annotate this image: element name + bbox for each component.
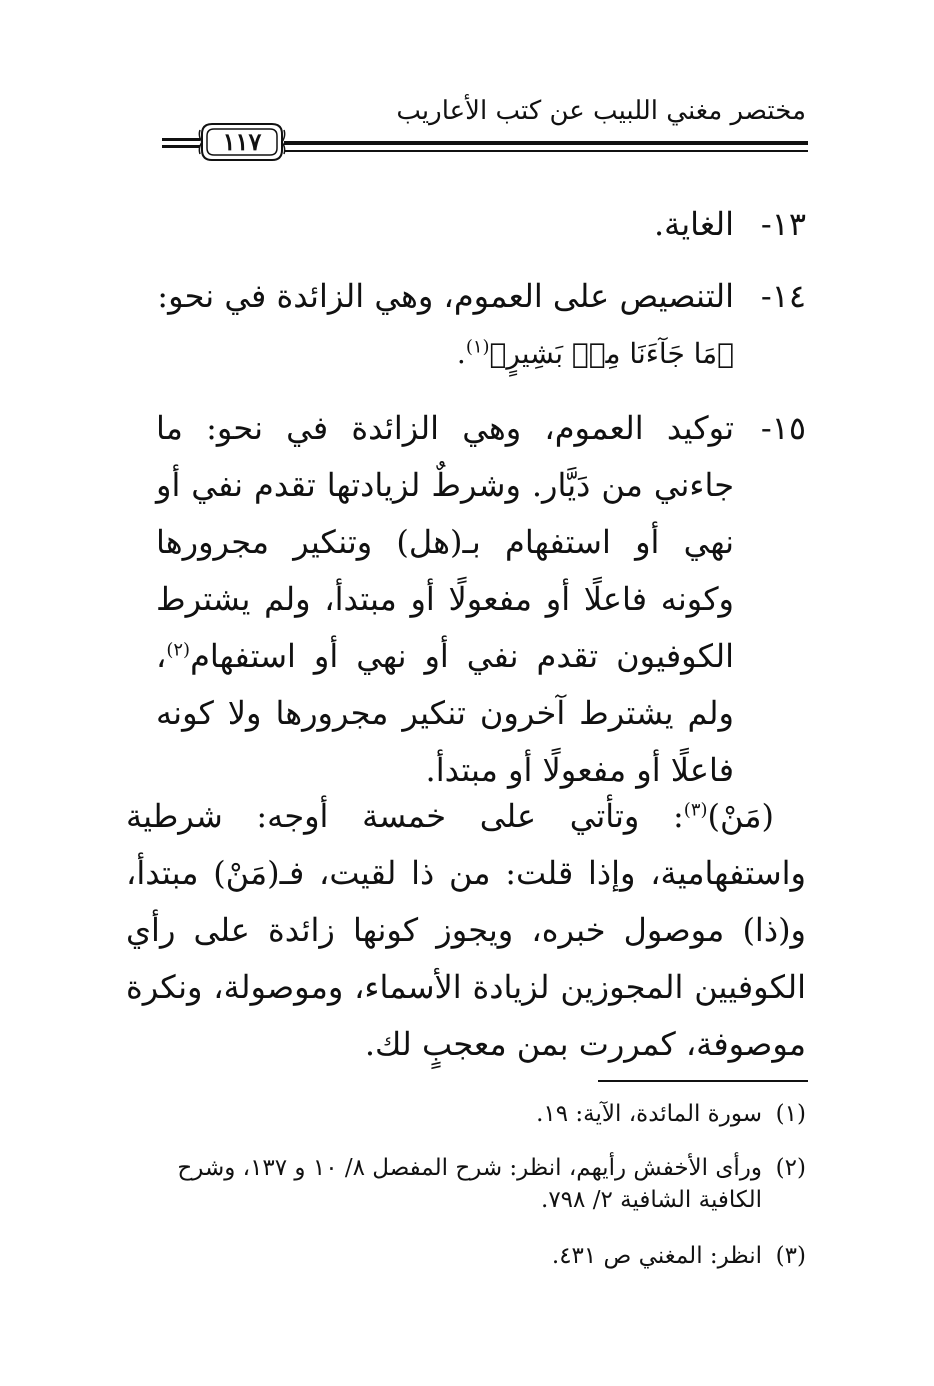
quran-text: ﴿مَا جَآءَنَا مِنۢ بَشِيرٍ﴾ [489, 337, 734, 370]
paragraph-text: : وتأتي على خمسة أوجه: شرطية واستفهامية، وإذا قلت: من ذا لقيت، فـ(مَنْ) مبتدأ، و(ذا) موصول خبره، ويجوز كونها زائدة على رأي الكوفيين المجوزين لزيادة الأسماء، وموصولة، ونكرة موصوفة، كمررت بمن معجبٍ لك. [126, 797, 806, 1063]
footnote-number: (٢) [775, 1155, 806, 1181]
footnote-text: سورة المائدة، الآية: ١٩. [536, 1101, 762, 1127]
footnote-text: انظر: المغني ص ٤٣١. [551, 1243, 762, 1269]
item-number: ١٤- [760, 277, 806, 315]
running-title: مختصر مغني اللبيب عن كتب الأعاريب [396, 96, 806, 126]
footnote-ref-2: (٢) [166, 639, 191, 661]
footnote-separator [598, 1080, 808, 1082]
footnote-ref-3: (٣) [683, 799, 708, 821]
footnote-1 [126, 1098, 806, 1130]
quran-end: . [456, 337, 466, 370]
header-rule-left-upper [162, 138, 200, 141]
footnote-2 [126, 1152, 806, 1216]
page-number: ١١٧ [222, 127, 262, 156]
item-text: التنصيص على العموم، وهي الزائدة في نحو: [157, 277, 734, 315]
item-text-part-b: ، ولم يشترط آخرون تنكير مجرورها ولا كونه فاعلًا أو مفعولًا أو مبتدأ. [156, 637, 734, 789]
paragraph-head: (مَنْ) [707, 797, 774, 835]
page-number-ornament [198, 120, 286, 164]
item-text-part-a: توكيد العموم، وهي الزائدة في نحو: ما جاءني من دَيَّار. وشرطٌ لزيادتها تقدم نفي أو نهي أو استفهام بـ(هل) وتنكير مجرورها وكونه فاعلًا أو مفعولًا أو مبتدأ، ولم يشترط الكوفيون تقدم نفي أو نهي أو استفهام [156, 409, 734, 675]
item-number: ١٣- [760, 205, 806, 243]
quran-verse [156, 325, 734, 382]
item-text [156, 400, 734, 799]
header-rule-thick [284, 141, 808, 145]
man-paragraph [126, 788, 806, 1073]
item-number: ١٥- [760, 409, 806, 447]
footnote-number: (٣) [775, 1243, 806, 1269]
footnote-text: ورأى الأخفش رأيهم، انظر: شرح المفصل ٨/ ١٠ و ١٣٧، وشرح الكافية الشافية ٢/ ٧٩٨. [177, 1155, 762, 1213]
header-rule-thin [284, 150, 808, 152]
footnote-3 [126, 1240, 806, 1272]
list-item-13 [156, 196, 806, 253]
footnote-ref-1: (١) [465, 336, 490, 358]
header-rule-left-lower [162, 145, 200, 148]
list-item-14 [156, 268, 806, 382]
list-item-15 [156, 400, 806, 799]
footnote-number: (١) [775, 1101, 806, 1127]
item-text: الغاية. [653, 205, 734, 243]
